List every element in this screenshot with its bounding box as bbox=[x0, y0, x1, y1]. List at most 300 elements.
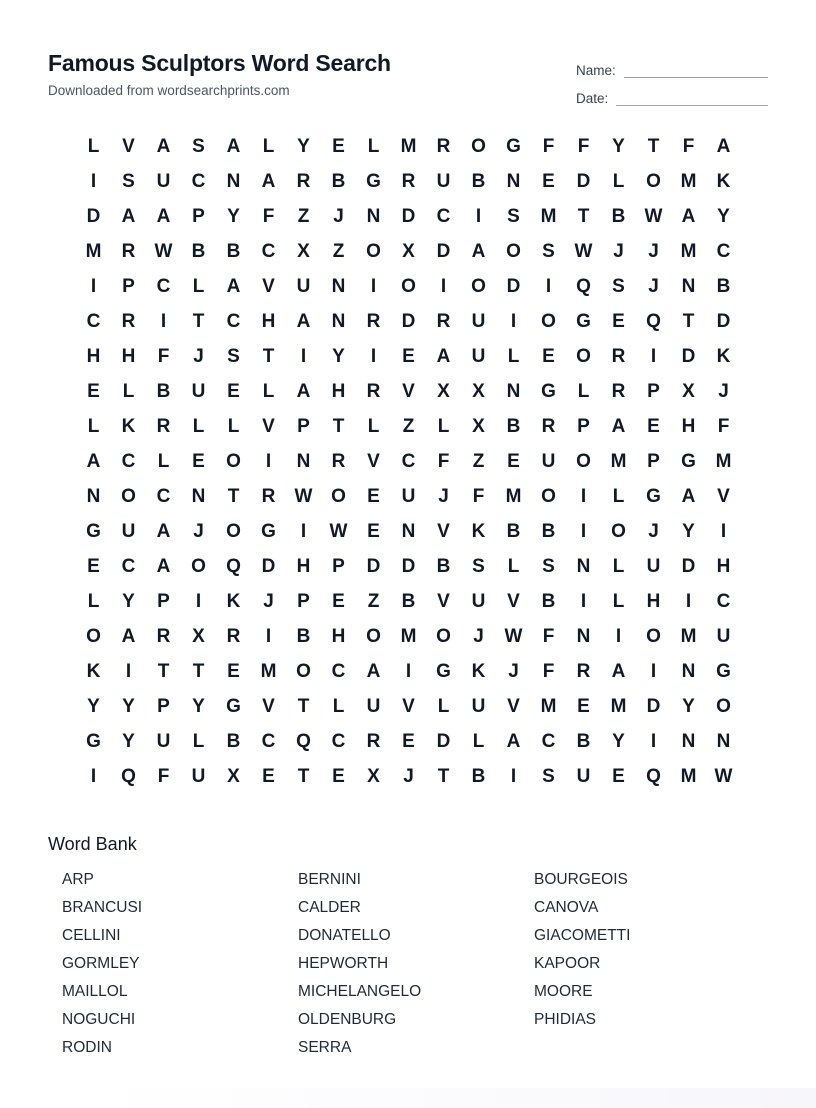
grid-cell[interactable]: E bbox=[332, 765, 345, 787]
grid-cell[interactable]: I bbox=[90, 275, 97, 297]
grid-cell[interactable]: D bbox=[716, 310, 731, 332]
grid-cell[interactable]: Y bbox=[612, 135, 625, 157]
grid-cell[interactable]: I bbox=[510, 765, 517, 787]
grid-cell[interactable]: N bbox=[506, 380, 521, 402]
grid-cell[interactable]: K bbox=[716, 170, 731, 192]
grid-cell[interactable]: C bbox=[156, 275, 171, 297]
grid-cell[interactable]: Y bbox=[612, 730, 625, 752]
grid-cell[interactable]: E bbox=[367, 520, 380, 542]
grid-cell[interactable]: O bbox=[191, 555, 206, 577]
grid-cell[interactable]: I bbox=[370, 345, 377, 367]
grid-cell[interactable]: R bbox=[436, 310, 451, 332]
grid-cell[interactable]: O bbox=[401, 275, 416, 297]
grid-cell[interactable]: R bbox=[576, 660, 591, 682]
grid-cell[interactable]: C bbox=[401, 450, 416, 472]
grid-cell[interactable]: T bbox=[297, 765, 310, 787]
grid-cell[interactable]: W bbox=[714, 765, 733, 787]
grid-cell[interactable]: J bbox=[648, 275, 659, 297]
grid-cell[interactable]: A bbox=[366, 660, 381, 682]
grid-cell[interactable]: S bbox=[472, 555, 485, 577]
grid-cell[interactable]: S bbox=[122, 170, 135, 192]
grid-cell[interactable]: G bbox=[226, 695, 241, 717]
grid-cell[interactable]: U bbox=[646, 555, 661, 577]
grid-cell[interactable]: C bbox=[716, 590, 731, 612]
grid-cell[interactable]: F bbox=[157, 765, 170, 787]
grid-cell[interactable]: E bbox=[612, 310, 625, 332]
grid-cell[interactable]: R bbox=[366, 380, 381, 402]
grid-cell[interactable]: B bbox=[506, 415, 521, 437]
grid-cell[interactable]: E bbox=[87, 380, 100, 402]
grid-cell[interactable]: B bbox=[471, 765, 486, 787]
grid-cell[interactable]: U bbox=[471, 345, 486, 367]
grid-cell[interactable]: U bbox=[191, 380, 206, 402]
grid-cell[interactable]: C bbox=[86, 310, 101, 332]
grid-cell[interactable]: C bbox=[121, 450, 136, 472]
grid-cell[interactable]: R bbox=[121, 310, 136, 332]
grid-cell[interactable]: R bbox=[156, 415, 171, 437]
grid-cell[interactable]: B bbox=[296, 625, 311, 647]
grid-cell[interactable]: J bbox=[333, 205, 344, 227]
grid-cell[interactable]: E bbox=[402, 730, 415, 752]
grid-cell[interactable]: O bbox=[121, 485, 136, 507]
grid-cell[interactable]: B bbox=[191, 240, 206, 262]
grid-cell[interactable]: I bbox=[265, 450, 272, 472]
grid-cell[interactable]: I bbox=[685, 590, 692, 612]
grid-cell[interactable]: T bbox=[262, 345, 275, 367]
grid-cell[interactable]: P bbox=[332, 555, 345, 577]
grid-cell[interactable]: N bbox=[331, 275, 346, 297]
grid-cell[interactable]: X bbox=[472, 380, 485, 402]
grid-cell[interactable]: Q bbox=[576, 275, 591, 297]
grid-cell[interactable]: B bbox=[576, 730, 591, 752]
grid-cell[interactable]: V bbox=[262, 695, 275, 717]
grid-cell[interactable]: B bbox=[331, 170, 346, 192]
grid-cell[interactable]: U bbox=[156, 170, 171, 192]
grid-cell[interactable]: I bbox=[475, 205, 482, 227]
grid-cell[interactable]: J bbox=[438, 485, 449, 507]
grid-cell[interactable]: W bbox=[329, 520, 348, 542]
grid-cell[interactable]: N bbox=[331, 310, 346, 332]
grid-cell[interactable]: B bbox=[611, 205, 626, 227]
grid-cell[interactable]: G bbox=[261, 520, 276, 542]
grid-cell[interactable]: H bbox=[681, 415, 696, 437]
grid-cell[interactable]: L bbox=[507, 555, 520, 577]
grid-cell[interactable]: Z bbox=[297, 205, 310, 227]
grid-cell[interactable]: M bbox=[680, 240, 697, 262]
grid-cell[interactable]: O bbox=[366, 240, 381, 262]
grid-cell[interactable]: S bbox=[542, 555, 555, 577]
grid-cell[interactable]: E bbox=[87, 555, 100, 577]
grid-cell[interactable]: P bbox=[297, 590, 310, 612]
grid-cell[interactable]: P bbox=[647, 380, 660, 402]
grid-cell[interactable]: W bbox=[644, 205, 663, 227]
grid-cell[interactable]: P bbox=[157, 590, 170, 612]
grid-cell[interactable]: C bbox=[261, 240, 276, 262]
grid-cell[interactable]: J bbox=[263, 590, 274, 612]
grid-cell[interactable]: G bbox=[681, 450, 696, 472]
grid-cell[interactable]: O bbox=[716, 695, 731, 717]
grid-cell[interactable]: Y bbox=[332, 345, 345, 367]
grid-cell[interactable]: U bbox=[296, 275, 311, 297]
grid-cell[interactable]: I bbox=[720, 520, 727, 542]
grid-cell[interactable]: C bbox=[121, 555, 136, 577]
grid-cell[interactable]: U bbox=[471, 695, 486, 717]
grid-cell[interactable]: V bbox=[402, 695, 415, 717]
grid-cell[interactable]: X bbox=[682, 380, 695, 402]
grid-cell[interactable]: N bbox=[226, 170, 241, 192]
grid-cell[interactable]: N bbox=[681, 730, 696, 752]
grid-cell[interactable]: N bbox=[716, 730, 731, 752]
grid-cell[interactable]: I bbox=[580, 485, 587, 507]
grid-cell[interactable]: Q bbox=[121, 765, 136, 787]
grid-cell[interactable]: E bbox=[507, 450, 520, 472]
grid-cell[interactable]: L bbox=[577, 380, 590, 402]
grid-cell[interactable]: N bbox=[576, 555, 591, 577]
grid-cell[interactable]: U bbox=[156, 730, 171, 752]
grid-cell[interactable]: V bbox=[402, 380, 415, 402]
grid-cell[interactable]: F bbox=[542, 135, 555, 157]
grid-cell[interactable]: L bbox=[612, 485, 625, 507]
grid-cell[interactable]: D bbox=[436, 730, 451, 752]
grid-cell[interactable]: P bbox=[157, 695, 170, 717]
grid-cell[interactable]: A bbox=[156, 205, 171, 227]
grid-cell[interactable]: B bbox=[436, 555, 451, 577]
grid-cell[interactable]: S bbox=[542, 240, 555, 262]
grid-cell[interactable]: P bbox=[192, 205, 205, 227]
grid-cell[interactable]: I bbox=[440, 275, 447, 297]
grid-cell[interactable]: U bbox=[471, 310, 486, 332]
grid-cell[interactable]: E bbox=[542, 170, 555, 192]
grid-cell[interactable]: D bbox=[681, 555, 696, 577]
grid-cell[interactable]: V bbox=[507, 695, 520, 717]
grid-cell[interactable]: Y bbox=[87, 695, 100, 717]
grid-cell[interactable]: G bbox=[506, 135, 521, 157]
grid-cell[interactable]: M bbox=[610, 695, 627, 717]
grid-cell[interactable]: M bbox=[680, 765, 697, 787]
grid-cell[interactable]: D bbox=[576, 170, 591, 192]
grid-cell[interactable]: V bbox=[122, 135, 135, 157]
grid-cell[interactable]: U bbox=[436, 170, 451, 192]
grid-cell[interactable]: M bbox=[400, 135, 417, 157]
grid-cell[interactable]: U bbox=[716, 625, 731, 647]
grid-cell[interactable]: X bbox=[472, 415, 485, 437]
grid-cell[interactable]: I bbox=[510, 310, 517, 332]
grid-cell[interactable]: G bbox=[436, 660, 451, 682]
grid-cell[interactable]: U bbox=[541, 450, 556, 472]
grid-cell[interactable]: J bbox=[648, 520, 659, 542]
grid-cell[interactable]: J bbox=[403, 765, 414, 787]
grid-cell[interactable]: I bbox=[545, 275, 552, 297]
grid-cell[interactable]: I bbox=[160, 310, 167, 332]
grid-cell[interactable]: H bbox=[331, 380, 346, 402]
grid-cell[interactable]: F bbox=[682, 135, 695, 157]
grid-cell[interactable]: C bbox=[541, 730, 556, 752]
grid-cell[interactable]: N bbox=[681, 275, 696, 297]
grid-cell[interactable]: R bbox=[121, 240, 136, 262]
grid-cell[interactable]: I bbox=[650, 345, 657, 367]
grid-cell[interactable]: F bbox=[262, 205, 275, 227]
grid-cell[interactable]: A bbox=[156, 555, 171, 577]
grid-cell[interactable]: A bbox=[226, 275, 241, 297]
grid-cell[interactable]: X bbox=[297, 240, 310, 262]
grid-cell[interactable]: F bbox=[472, 485, 485, 507]
grid-cell[interactable]: E bbox=[542, 345, 555, 367]
grid-cell[interactable]: R bbox=[611, 345, 626, 367]
grid-cell[interactable]: M bbox=[715, 450, 732, 472]
grid-cell[interactable]: I bbox=[405, 660, 412, 682]
grid-cell[interactable]: Y bbox=[297, 135, 310, 157]
grid-cell[interactable]: K bbox=[226, 590, 241, 612]
grid-cell[interactable]: A bbox=[716, 135, 731, 157]
date-field[interactable] bbox=[576, 78, 768, 106]
grid-cell[interactable]: F bbox=[577, 135, 590, 157]
grid-cell[interactable]: V bbox=[367, 450, 380, 472]
grid-cell[interactable]: Y bbox=[227, 205, 240, 227]
grid-cell[interactable]: A bbox=[121, 205, 136, 227]
grid-cell[interactable]: L bbox=[192, 275, 205, 297]
grid-cell[interactable]: L bbox=[437, 695, 450, 717]
grid-cell[interactable]: G bbox=[646, 485, 661, 507]
grid-cell[interactable]: F bbox=[717, 415, 730, 437]
grid-cell[interactable]: Z bbox=[367, 590, 380, 612]
grid-cell[interactable]: L bbox=[87, 415, 100, 437]
grid-cell[interactable]: I bbox=[125, 660, 132, 682]
grid-cell[interactable]: M bbox=[540, 205, 557, 227]
grid-cell[interactable]: V bbox=[437, 590, 450, 612]
grid-cell[interactable]: M bbox=[680, 625, 697, 647]
grid-cell[interactable]: Y bbox=[122, 695, 135, 717]
grid-cell[interactable]: O bbox=[471, 275, 486, 297]
grid-cell[interactable]: H bbox=[331, 625, 346, 647]
grid-cell[interactable]: B bbox=[226, 730, 241, 752]
grid-cell[interactable]: A bbox=[471, 240, 486, 262]
grid-cell[interactable]: R bbox=[366, 730, 381, 752]
grid-cell[interactable]: B bbox=[716, 275, 731, 297]
grid-cell[interactable]: B bbox=[471, 170, 486, 192]
grid-cell[interactable]: A bbox=[436, 345, 451, 367]
grid-cell[interactable]: L bbox=[472, 730, 485, 752]
grid-cell[interactable]: I bbox=[580, 590, 587, 612]
grid-cell[interactable]: N bbox=[401, 520, 416, 542]
grid-cell[interactable]: C bbox=[436, 205, 451, 227]
grid-cell[interactable]: B bbox=[226, 240, 241, 262]
grid-cell[interactable]: L bbox=[262, 380, 275, 402]
grid-cell[interactable]: C bbox=[331, 730, 346, 752]
grid-cell[interactable]: I bbox=[90, 170, 97, 192]
grid-cell[interactable]: O bbox=[646, 625, 661, 647]
grid-cell[interactable]: I bbox=[615, 625, 622, 647]
grid-cell[interactable]: Z bbox=[472, 450, 485, 472]
grid-cell[interactable]: Z bbox=[402, 415, 415, 437]
grid-cell[interactable]: T bbox=[332, 415, 345, 437]
grid-cell[interactable]: R bbox=[366, 310, 381, 332]
grid-cell[interactable]: P bbox=[647, 450, 660, 472]
grid-cell[interactable]: O bbox=[366, 625, 381, 647]
grid-cell[interactable]: L bbox=[122, 380, 135, 402]
grid-cell[interactable]: N bbox=[191, 485, 206, 507]
grid-cell[interactable]: L bbox=[192, 415, 205, 437]
grid-cell[interactable]: X bbox=[402, 240, 415, 262]
grid-cell[interactable]: S bbox=[227, 345, 240, 367]
grid-cell[interactable]: A bbox=[86, 450, 101, 472]
grid-cell[interactable]: U bbox=[401, 485, 416, 507]
grid-cell[interactable]: M bbox=[505, 485, 522, 507]
grid-cell[interactable]: K bbox=[121, 415, 136, 437]
grid-cell[interactable]: E bbox=[227, 660, 240, 682]
grid-cell[interactable]: T bbox=[437, 765, 450, 787]
grid-cell[interactable]: L bbox=[192, 730, 205, 752]
grid-cell[interactable]: X bbox=[367, 765, 380, 787]
grid-cell[interactable]: K bbox=[471, 520, 486, 542]
grid-cell[interactable]: D bbox=[401, 555, 416, 577]
grid-cell[interactable]: D bbox=[401, 310, 416, 332]
grid-cell[interactable]: O bbox=[576, 345, 591, 367]
grid-cell[interactable]: L bbox=[507, 345, 520, 367]
grid-cell[interactable]: O bbox=[226, 450, 241, 472]
grid-cell[interactable]: E bbox=[332, 135, 345, 157]
grid-cell[interactable]: V bbox=[507, 590, 520, 612]
grid-cell[interactable]: T bbox=[577, 205, 590, 227]
grid-cell[interactable]: L bbox=[87, 135, 100, 157]
grid-cell[interactable]: Y bbox=[682, 520, 695, 542]
grid-cell[interactable]: Y bbox=[192, 695, 205, 717]
grid-cell[interactable]: N bbox=[506, 170, 521, 192]
grid-cell[interactable]: D bbox=[401, 205, 416, 227]
grid-cell[interactable]: S bbox=[507, 205, 520, 227]
grid-cell[interactable]: A bbox=[681, 205, 696, 227]
grid-cell[interactable]: E bbox=[402, 345, 415, 367]
grid-cell[interactable]: E bbox=[612, 765, 625, 787]
grid-cell[interactable]: K bbox=[716, 345, 731, 367]
grid-cell[interactable]: H bbox=[716, 555, 731, 577]
grid-cell[interactable]: M bbox=[260, 660, 277, 682]
grid-cell[interactable]: R bbox=[401, 170, 416, 192]
grid-cell[interactable]: L bbox=[437, 415, 450, 437]
grid-cell[interactable]: L bbox=[87, 590, 100, 612]
grid-cell[interactable]: S bbox=[612, 275, 625, 297]
grid-cell[interactable]: W bbox=[504, 625, 523, 647]
grid-cell[interactable]: M bbox=[610, 450, 627, 472]
grid-cell[interactable]: T bbox=[227, 485, 240, 507]
grid-cell[interactable]: R bbox=[226, 625, 241, 647]
grid-cell[interactable]: C bbox=[261, 730, 276, 752]
grid-cell[interactable]: R bbox=[296, 170, 311, 192]
grid-cell[interactable]: O bbox=[646, 170, 661, 192]
grid-cell[interactable]: K bbox=[471, 660, 486, 682]
grid-cell[interactable]: V bbox=[262, 275, 275, 297]
grid-cell[interactable]: S bbox=[542, 765, 555, 787]
grid-cell[interactable]: U bbox=[471, 590, 486, 612]
grid-cell[interactable]: E bbox=[367, 485, 380, 507]
grid-cell[interactable]: T bbox=[192, 310, 205, 332]
grid-cell[interactable]: I bbox=[265, 625, 272, 647]
grid-cell[interactable]: Y bbox=[717, 205, 730, 227]
grid-cell[interactable]: A bbox=[611, 660, 626, 682]
grid-cell[interactable]: T bbox=[192, 660, 205, 682]
grid-cell[interactable]: U bbox=[576, 765, 591, 787]
grid-cell[interactable]: A bbox=[261, 170, 276, 192]
grid-cell[interactable]: X bbox=[227, 765, 240, 787]
grid-cell[interactable]: O bbox=[296, 660, 311, 682]
grid-cell[interactable]: W bbox=[294, 485, 313, 507]
grid-cell[interactable]: Q bbox=[646, 765, 661, 787]
grid-cell[interactable]: C bbox=[716, 240, 731, 262]
grid-cell[interactable]: P bbox=[122, 275, 135, 297]
grid-cell[interactable]: H bbox=[261, 310, 276, 332]
grid-cell[interactable]: N bbox=[86, 485, 101, 507]
grid-cell[interactable]: I bbox=[90, 765, 97, 787]
grid-cell[interactable]: U bbox=[366, 695, 381, 717]
grid-cell[interactable]: J bbox=[193, 520, 204, 542]
grid-cell[interactable]: M bbox=[540, 695, 557, 717]
grid-cell[interactable]: A bbox=[296, 380, 311, 402]
grid-cell[interactable]: F bbox=[437, 450, 450, 472]
grid-cell[interactable]: M bbox=[680, 170, 697, 192]
grid-cell[interactable]: B bbox=[541, 590, 556, 612]
grid-cell[interactable]: R bbox=[331, 450, 346, 472]
grid-cell[interactable]: Z bbox=[332, 240, 345, 262]
grid-cell[interactable]: D bbox=[366, 555, 381, 577]
grid-cell[interactable]: T bbox=[157, 660, 170, 682]
grid-cell[interactable]: A bbox=[156, 135, 171, 157]
grid-cell[interactable]: R bbox=[436, 135, 451, 157]
grid-cell[interactable]: C bbox=[331, 660, 346, 682]
grid-cell[interactable]: L bbox=[367, 135, 380, 157]
grid-cell[interactable]: O bbox=[506, 240, 521, 262]
grid-cell[interactable]: O bbox=[436, 625, 451, 647]
grid-cell[interactable]: V bbox=[717, 485, 730, 507]
grid-cell[interactable]: E bbox=[227, 380, 240, 402]
grid-cell[interactable]: B bbox=[506, 520, 521, 542]
grid-cell[interactable]: E bbox=[192, 450, 205, 472]
grid-cell[interactable]: I bbox=[650, 660, 657, 682]
grid-cell[interactable]: W bbox=[154, 240, 173, 262]
grid-cell[interactable]: A bbox=[506, 730, 521, 752]
grid-cell[interactable]: R bbox=[156, 625, 171, 647]
grid-cell[interactable]: G bbox=[716, 660, 731, 682]
grid-cell[interactable]: L bbox=[612, 590, 625, 612]
grid-cell[interactable]: R bbox=[611, 380, 626, 402]
grid-cell[interactable]: Q bbox=[646, 310, 661, 332]
grid-cell[interactable]: O bbox=[471, 135, 486, 157]
grid-cell[interactable]: X bbox=[437, 380, 450, 402]
grid-cell[interactable]: N bbox=[576, 625, 591, 647]
grid-cell[interactable]: A bbox=[226, 135, 241, 157]
grid-cell[interactable]: I bbox=[650, 730, 657, 752]
grid-cell[interactable]: D bbox=[86, 205, 101, 227]
grid-cell[interactable]: F bbox=[542, 625, 555, 647]
grid-cell[interactable]: B bbox=[156, 380, 171, 402]
grid-cell[interactable]: K bbox=[86, 660, 101, 682]
grid-cell[interactable]: T bbox=[647, 135, 660, 157]
grid-cell[interactable]: I bbox=[195, 590, 202, 612]
grid-cell[interactable]: U bbox=[191, 765, 206, 787]
grid-cell[interactable]: D bbox=[261, 555, 276, 577]
grid-cell[interactable]: N bbox=[296, 450, 311, 472]
grid-cell[interactable]: J bbox=[648, 240, 659, 262]
grid-cell[interactable]: O bbox=[541, 310, 556, 332]
grid-cell[interactable]: A bbox=[611, 415, 626, 437]
grid-cell[interactable]: L bbox=[227, 415, 240, 437]
grid-cell[interactable]: J bbox=[473, 625, 484, 647]
grid-cell[interactable]: O bbox=[331, 485, 346, 507]
grid-cell[interactable]: L bbox=[612, 170, 625, 192]
grid-cell[interactable]: O bbox=[541, 485, 556, 507]
grid-cell[interactable]: D bbox=[506, 275, 521, 297]
grid-cell[interactable]: L bbox=[262, 135, 275, 157]
grid-cell[interactable]: O bbox=[576, 450, 591, 472]
grid-cell[interactable]: U bbox=[121, 520, 136, 542]
